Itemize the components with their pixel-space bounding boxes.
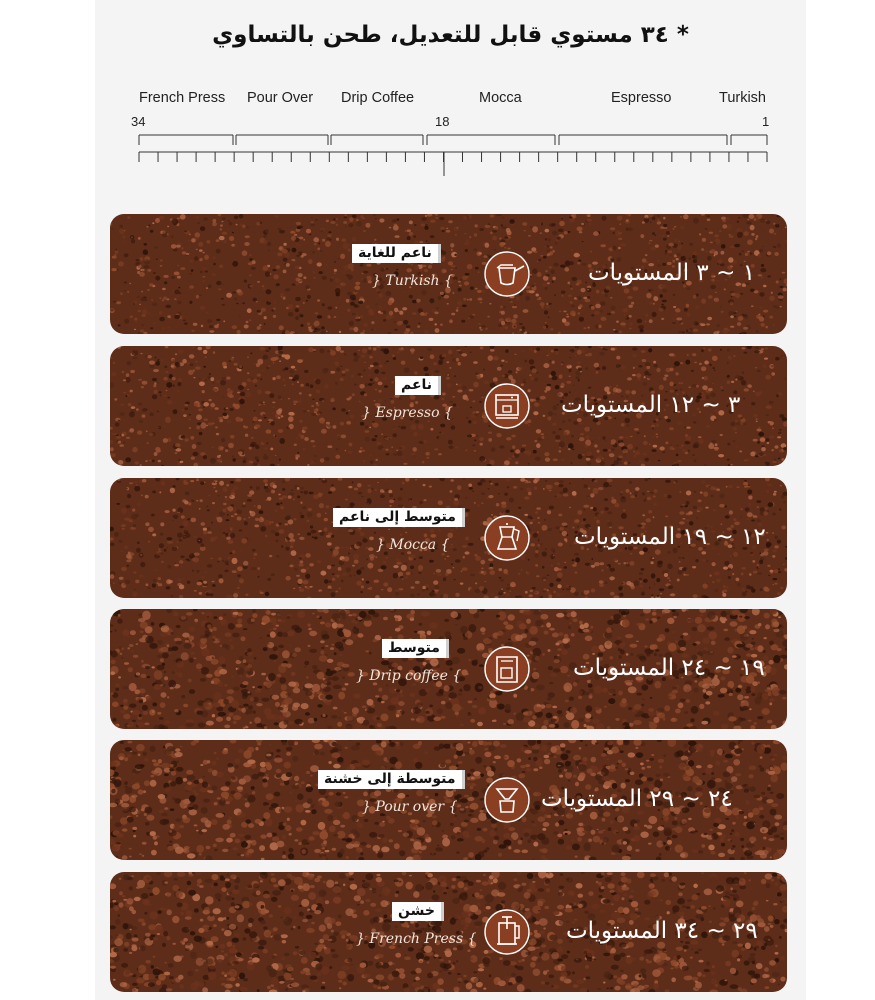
grind-level-card	[110, 740, 787, 860]
scale-mark-34: 34	[131, 114, 146, 129]
grind-name-label: ناعم	[395, 376, 438, 395]
scale-mark-1: 1	[762, 114, 770, 129]
level-range-label: ١ ~ ٣ المستويات	[588, 260, 756, 286]
moka-pot-icon	[484, 515, 530, 561]
grind-name-label: متوسطة إلى خشنة	[318, 770, 462, 789]
grind-level-card	[110, 214, 787, 334]
level-range-label: ٢٩ ~ ٣٤ المستويات	[566, 918, 758, 944]
grind-name-label: متوسط إلى ناعم	[333, 508, 462, 527]
level-range-label: ١٢ ~ ١٩ المستويات	[574, 524, 766, 550]
turkish-coffee-pot-icon	[484, 251, 530, 297]
grind-level-card	[110, 346, 787, 466]
grind-name-label: متوسط	[382, 639, 446, 658]
scale-label-french-press: French Press	[139, 90, 226, 106]
level-range-label: ١٩ ~ ٢٤ المستويات	[573, 655, 765, 681]
grind-level-card	[110, 478, 787, 598]
level-range-label: ٣ ~ ١٢ المستويات	[561, 392, 741, 418]
french-press-icon	[484, 909, 530, 955]
grind-level-card	[110, 609, 787, 729]
grind-level-card	[110, 872, 787, 992]
scale-label-mocca: Mocca	[479, 90, 522, 106]
brew-method-label: } Pour over {	[362, 799, 458, 815]
scale-label-drip-coffee: Drip Coffee	[341, 90, 415, 106]
scale-label-pour-over: Pour Over	[247, 90, 314, 106]
scale-label-turkish: Turkish	[719, 90, 766, 106]
brew-method-label: } Mocca {	[376, 537, 450, 553]
drip-coffee-maker-icon	[484, 646, 530, 692]
level-range-label: ٢٤ ~ ٢٩ المستويات	[541, 786, 733, 812]
espresso-machine-icon	[484, 383, 530, 429]
pour-over-icon	[484, 777, 530, 823]
brew-method-label: } Drip coffee {	[356, 668, 462, 684]
brew-method-label: } French Press {	[356, 931, 477, 947]
grind-name-label: خشن	[392, 902, 441, 921]
grind-name-label: ناعم للغاية	[352, 244, 438, 263]
grind-scale-ruler	[0, 0, 875, 200]
brew-method-label: } Espresso {	[362, 405, 453, 421]
page-title: * ٣٤ مستوي قابل للتعديل، طحن بالتساوي	[212, 22, 689, 48]
scale-label-espresso: Espresso	[611, 90, 672, 106]
scale-mark-18: 18	[435, 114, 450, 129]
brew-method-label: } Turkish {	[372, 273, 453, 289]
